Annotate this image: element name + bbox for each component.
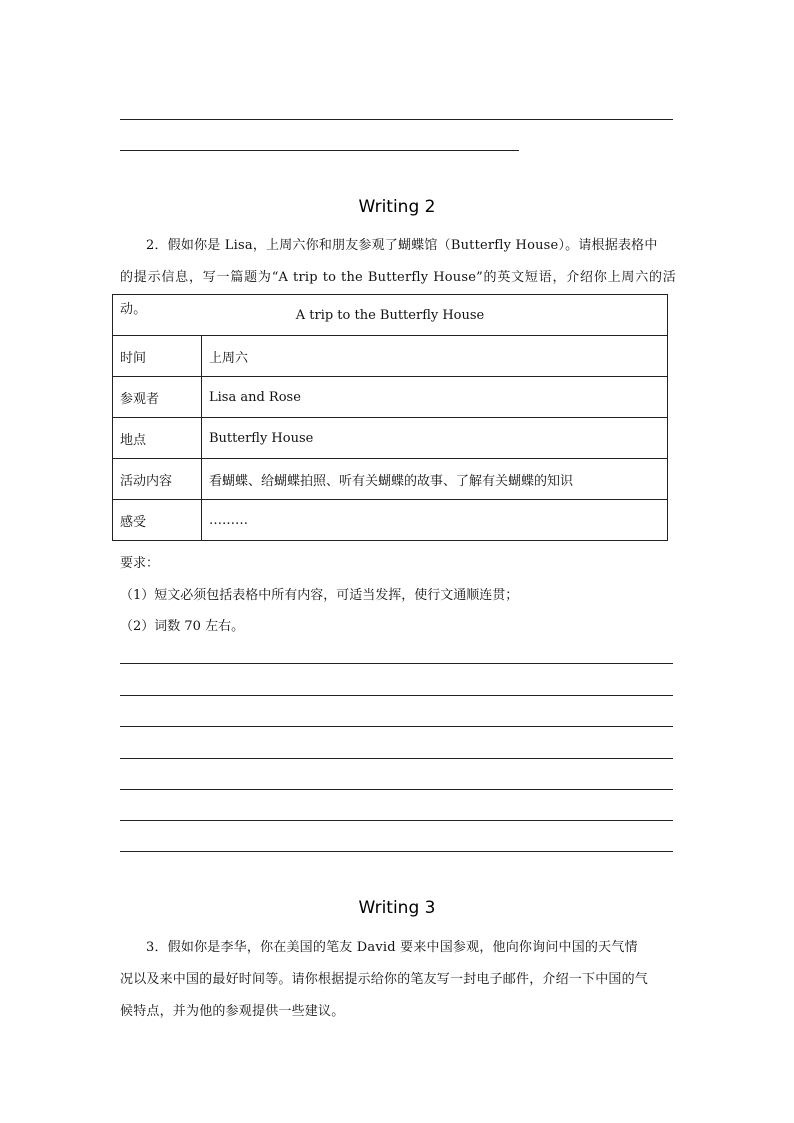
writing3-prompt-line: 候特点，并为他的参观提供一些建议。 — [120, 1004, 345, 1019]
answer-line[interactable] — [120, 820, 673, 821]
table-title-row — [113, 295, 668, 336]
row-label: 活动内容 — [113, 459, 202, 500]
writing3-prompt-line: 3．假如你是李华，你在美国的笔友 David 要来中国参观，他向你询问中国的天气情 — [146, 940, 638, 955]
writing2-prompt-line: 的提示信息，写一篇题为“A trip to the Butterfly House”的英文短语，介绍你上周六的活动。 — [120, 270, 676, 317]
answer-line[interactable] — [120, 726, 673, 727]
row-label: 时间 — [113, 336, 202, 377]
requirements-title: 要求： — [120, 556, 160, 571]
requirement-item: （2）词数 70 左右。 — [120, 619, 245, 634]
info-table — [112, 294, 668, 541]
answer-line[interactable] — [120, 695, 673, 696]
row-value: 上周六 — [202, 336, 668, 377]
table-row — [113, 418, 668, 459]
answer-line[interactable] — [120, 119, 673, 120]
answer-line[interactable] — [120, 851, 673, 852]
row-label: 感受 — [113, 500, 202, 541]
table-row — [113, 377, 668, 418]
row-value: 看蝴蝶、给蝴蝶拍照、听有关蝴蝶的故事、了解有关蝴蝶的知识 — [202, 459, 668, 500]
writing2-prompt-line: 2．假如你是 Lisa，上周六你和朋友参观了蝴蝶馆（Butterfly House）。请根据表格中 — [146, 238, 658, 253]
table-row — [113, 336, 668, 377]
row-value: Butterfly House — [202, 418, 668, 459]
row-value: Lisa and Rose — [202, 377, 668, 418]
row-label: 地点 — [113, 418, 202, 459]
answer-line[interactable] — [120, 789, 673, 790]
section-heading: Writing 2 — [358, 197, 436, 217]
answer-line[interactable] — [120, 150, 519, 151]
table-row — [113, 459, 668, 500]
answer-line[interactable] — [120, 758, 673, 759]
writing3-prompt-line: 况以及来中国的最好时间等。请你根据提示给你的笔友写一封电子邮件，介绍一下中国的气 — [120, 972, 649, 987]
row-value: ……… — [202, 500, 668, 541]
table-row — [113, 500, 668, 541]
answer-line[interactable] — [120, 663, 673, 664]
requirement-item: （1）短文必须包括表格中所有内容，可适当发挥，使行文通顺连贯； — [120, 588, 519, 603]
table-title: A trip to the Butterfly House — [113, 295, 668, 336]
row-label: 参观者 — [113, 377, 202, 418]
section-heading: Writing 3 — [358, 898, 436, 918]
